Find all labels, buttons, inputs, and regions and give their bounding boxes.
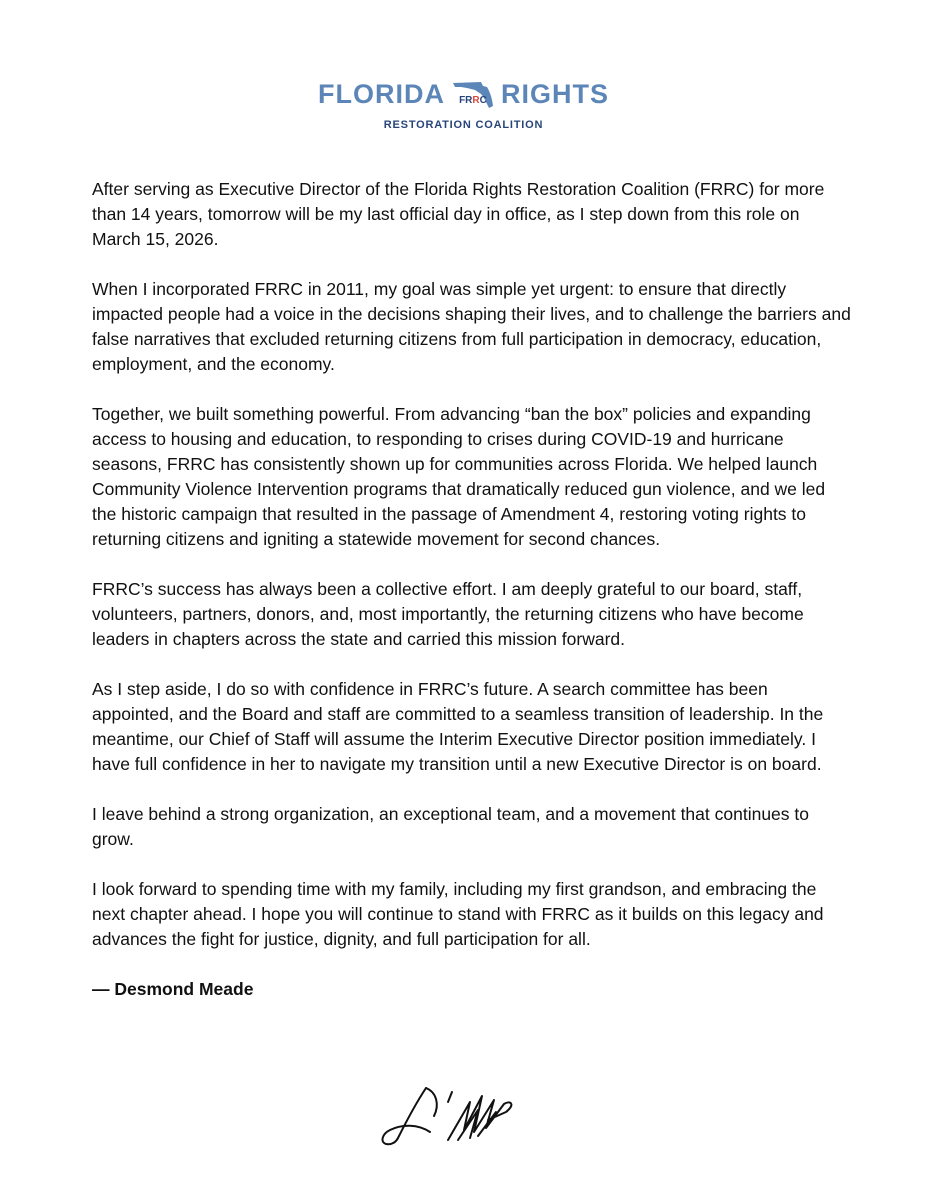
paragraph-5: As I step aside, I do so with confidence in FRRC’s future. A search committee has been appointed, and the Board and staff are committed to a seamless transition of leadership. In the meantime, our Chief of Staff will assume the Interim Executive Director position immediately. I have full confidence in her to navigate my transition until a new Executive Director is on board. [92,679,824,774]
paragraph-1: After serving as Executive Director of the Florida Rights Restoration Coalition (FRRC) for more than 14 years, tomorrow will be my last official day in office, as I step down from this role on March 15, 2026. [92,179,825,249]
florida-state-icon [451,78,495,110]
paragraph-2: When I incorporated FRRC in 2011, my goal was simple yet urgent: to ensure that directly impacted people had a voice in the decisions shaping their lives, and to challenge the barriers and false narratives that excluded returning citizens from full participation in democracy, education, employment, and the economy. [92,279,851,374]
letter-body [92,177,852,1027]
handwritten-signature [378,1082,528,1155]
frrc-logo [0,78,927,131]
logo-wordmark [318,78,609,110]
logo-subtitle: RESTORATION COALITION [383,119,544,131]
logo-abbreviation: FRRC [459,95,487,106]
paragraph-4: FRRC’s success has always been a collective effort. I am deeply grateful to our board, staff, volunteers, partners, donors, and, most importantly, the returning citizens who have become leaders in chapters across the state and carried this mission forward. [92,579,804,649]
paragraph-7: I look forward to spending time with my family, including my first grandson, and embracing the next chapter ahead. I hope you will continue to stand with FRRC as it builds on this legacy and advances the fight for justice, dignity, and full participation for all. [92,879,824,949]
logo-word-florida: FLORIDA [318,79,445,109]
signoff: — Desmond Meade [92,979,254,999]
paragraph-3: Together, we built something powerful. From advancing “ban the box” policies and expanding access to housing and education, to responding to crises during COVID-19 and hurricane seasons, FRRC has consistently shown up for communities across Florida. We helped launch Community Violence Intervention programs that dramatically reduced gun violence, and we led the historic campaign that resulted in the passage of Amendment 4, restoring voting rights to returning citizens and igniting a statewide movement for second chances. [92,404,826,549]
logo-word-rights: RIGHTS [500,79,609,109]
paragraph-6: I leave behind a strong organization, an exceptional team, and a movement that continues to grow. [92,804,809,849]
